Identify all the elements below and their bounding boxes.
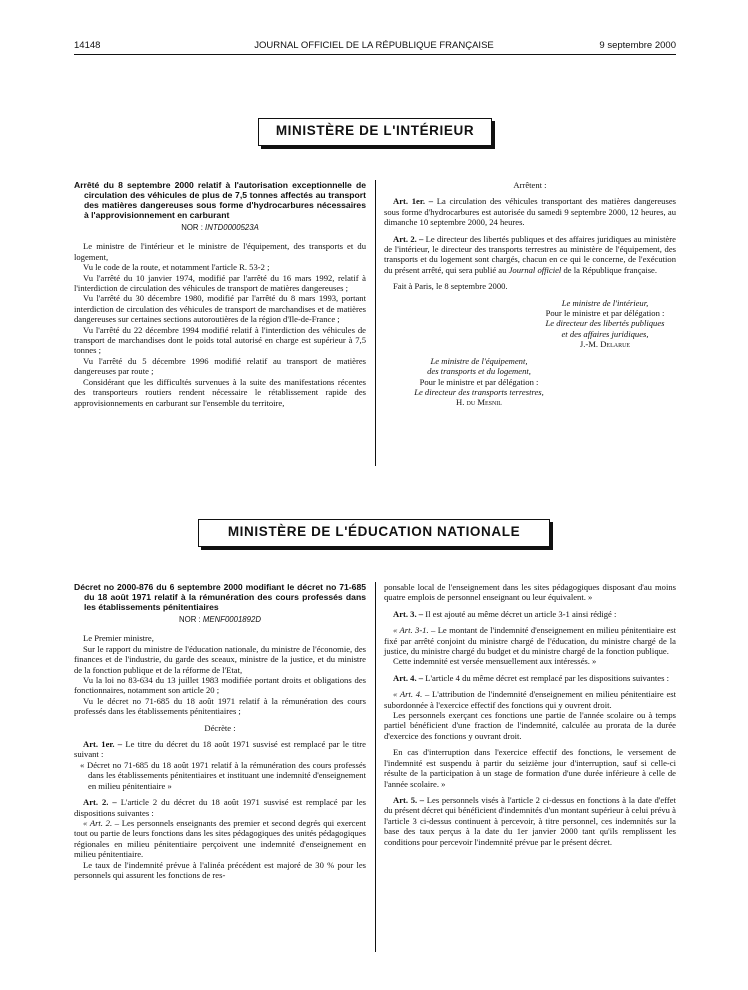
publication-date: 9 septembre 2000 bbox=[599, 40, 676, 51]
signature-block-2: Le ministre de l'équipement, des transports et du logement, Pour le ministre et par délégation : Le directeur des transports terrestres, H. du Mesnil bbox=[414, 355, 544, 408]
article-5: Art. 5. – Les personnels visés à l'article 2 ci-dessus en fonctions à la date d'effet du présent décret qui bénéficient d'indemnités d'un montant supérieur à celui prévu à l'article 3 ci-dessus continuent à percevoir, à titre personnel, ces indemnités sur la base des taux perçus à la date du 1er janvier 2000 tant qu'ils remplissent les conditions pour percevoir l'indemnité prévue par le présent décret. bbox=[384, 794, 676, 847]
paragraph: Vu la loi no 83-634 du 13 juillet 1983 modifiée portant droits et obligations des fonctionnaires, notamment son article 20 ; bbox=[74, 675, 366, 696]
paragraph: Considérant que les difficultés survenues à la suite des manifestations récentes des transporteurs routiers rendent nécessaire le rétablissement rapide des approvisionnements en carburant sur l'ensemble du territoire, bbox=[74, 376, 366, 408]
paragraph: Vu l'arrêté du 22 décembre 1994 modifié relatif à l'interdiction des véhicules de transport de marchandises dont le poids total autorisé en charge est supérieur à 7,5 tonnes ; bbox=[74, 324, 366, 356]
article-4: Art. 4. – L'article 4 du même décret est remplacé par les dispositions suivantes : bbox=[393, 672, 670, 683]
ministry-box-interieur bbox=[258, 118, 492, 146]
article-2: Art. 2. – L'article 2 du décret du 18 août 1971 susvisé est remplacé par les dispositions suivantes : bbox=[74, 797, 366, 818]
article-3: Art. 3. – Il est ajouté au même décret un article 3-1 ainsi rédigé : bbox=[393, 608, 617, 619]
nor-line: NOR : MENF0001892D bbox=[179, 615, 261, 624]
section2-left-column bbox=[74, 582, 366, 880]
column-divider bbox=[375, 180, 376, 466]
decrete: Décrète : bbox=[204, 722, 236, 733]
paragraph: Le taux de l'indemnité prévue à l'alinéa précédent est majoré de 30 % pour les personnels qui assurent les fonctions de res- bbox=[74, 859, 366, 880]
section2-right-column bbox=[384, 582, 676, 847]
paragraph: Vu l'arrêté du 30 décembre 1980, modifié par l'arrêté du 8 mars 1993, portant interdiction de circulation des véhicules de transport de marchandises et de matières dangereuses sur certaines sections autoroutières de la région d'Ile-de-France ; bbox=[74, 293, 366, 325]
paragraph: Le ministre de l'intérieur et le ministre de l'équipement, des transports et du logement, bbox=[74, 241, 366, 262]
nor-line: NOR : INTD0000523A bbox=[181, 223, 259, 232]
article-2-quote: « Art. 2. – Les personnels enseignants des premier et second degrés qui exercent tout ou partie de leurs fonctions dans les sites pédagogiques des unités pédagogiques régionales en milieu pénitentiaire perçoivent une indemnité d'enseignement en milieu pénitentiaire. bbox=[74, 817, 366, 860]
paragraph: Vu le code de la route, et notamment l'article R. 53-2 ; bbox=[83, 262, 270, 273]
paragraph: ponsable local de l'enseignement dans les sites pédagogiques disposant d'au moins quatre emplois de personnel enseignant ou leur équivalent. » bbox=[384, 582, 676, 603]
paragraph: Sur le rapport du ministre de l'éducation nationale, du ministre de l'économie, des finances et de l'industrie, du garde des sceaux, ministre de la justice, et du ministre de la fonction publique et de la réforme de l'Etat, bbox=[74, 643, 366, 675]
signature-block-1: Le ministre de l'intérieur, Pour le ministre et par délégation : Le directeur des libertés publiques et des affaires juridiques, J.-M. Delarue bbox=[545, 297, 665, 350]
paragraph: Cette indemnité est versée mensuellement aux intéressés. » bbox=[393, 656, 597, 667]
paragraph: En cas d'interruption dans l'exercice effectif des fonctions, le versement de l'indemnité est suspendu à partir du seizième jour d'interruption, sauf si celle-ci résulte de la participation à un stage de formation d'une durée inférieure à celle de l'année scolaire. » bbox=[384, 747, 676, 789]
paragraph: Les personnels exerçant ces fonctions une partie de l'année scolaire ou à temps partiel bénéficient d'une fraction de l'indemnité, calculée au prorata de la durée d'exercice des fonctions y ouvrant droit. bbox=[384, 710, 676, 741]
article-1: Art. 1er. – La circulation des véhicules transportant des matières dangereuses sous forme d'hydrocarbures est autorisée du samedi 9 septembre 2000, 12 heures, au dimanche 10 septembre 2000, 24 heures. bbox=[384, 196, 676, 228]
journal-title: JOURNAL OFFICIEL DE LA RÉPUBLIQUE FRANÇAISE bbox=[254, 40, 494, 51]
article-1-quote: « Décret no 71-685 du 18 août 1971 relatif à la rémunération des cours professés dans les établissements pénitentiaires et instituant une indemnité d'enseignement en milieu pénitentiaire » bbox=[80, 759, 366, 791]
ministry-title: MINISTÈRE DE L'ÉDUCATION NATIONALE bbox=[227, 524, 521, 539]
paragraph: Vu l'arrêté du 10 janvier 1974, modifié par l'arrêté du 16 mars 1992, relatif à l'interdiction de circulation des véhicules de transport de matières dangereuses ; bbox=[74, 272, 366, 294]
section1-right-column bbox=[384, 180, 676, 408]
fait-a-paris: Fait à Paris, le 8 septembre 2000. bbox=[393, 281, 508, 292]
article-4-quote: « Art. 4. – L'attribution de l'indemnité d'enseignement en milieu pénitentiaire est subordonnée à l'exercice effectif des fonctions qui y ouvrent droit. bbox=[384, 689, 676, 710]
ministry-title: MINISTÈRE DE L'INTÉRIEUR bbox=[275, 123, 475, 138]
paragraph: Le Premier ministre, bbox=[83, 633, 154, 644]
article-3-1: « Art. 3-1. – Le montant de l'indemnité d'enseignement en milieu pénitentiaire est fixé par arrêté conjoint du ministre chargé de l'éducation, du ministre chargé de la justice, du ministre chargé du budget et du ministre chargé de la fonction publique. bbox=[384, 625, 676, 657]
column-divider bbox=[375, 582, 376, 952]
arrete-title: Arrêté du 8 septembre 2000 relatif à l'autorisation exceptionnelle de circulation des véhicules de plus de 7,5 tonnes affectés au transport des matières dangereuses sous forme d'hydrocarbures nécessaires à l'approvisionnement en carburant bbox=[74, 180, 366, 220]
arretent: Arrêtent : bbox=[513, 180, 547, 190]
decret-title: Décret no 2000-876 du 6 septembre 2000 modifiant le décret no 71-685 du 18 août 1971 relatif à la rémunération des cours professés dans les établissements pénitentiaires bbox=[74, 582, 366, 612]
paragraph: Vu le décret no 71-685 du 18 août 1971 relatif à la rémunération des cours professés dans les établissements pénitentiaires ; bbox=[74, 695, 366, 717]
article-2: Art. 2. – Le directeur des libertés publiques et des affaires juridiques au ministère de l'intérieur, le directeur des transports terrestres au ministère de l'équipement, des transports et du logement sont chargés, chacun en ce qui le concerne, de l'exécution du présent arrêté, qui sera publié au Journal officiel de la République française. bbox=[384, 233, 676, 275]
article-1: Art. 1er. – Le titre du décret du 18 août 1971 susvisé est remplacé par le titre suivant : bbox=[74, 739, 366, 760]
page-number: 14148 bbox=[74, 40, 101, 51]
paragraph: Vu l'arrêté du 5 décembre 1996 modifié relatif au transport de matières dangereuses par route ; bbox=[74, 355, 366, 377]
header-rule bbox=[74, 54, 676, 55]
section1-left-column bbox=[74, 180, 366, 408]
ministry-box-education bbox=[198, 519, 550, 547]
